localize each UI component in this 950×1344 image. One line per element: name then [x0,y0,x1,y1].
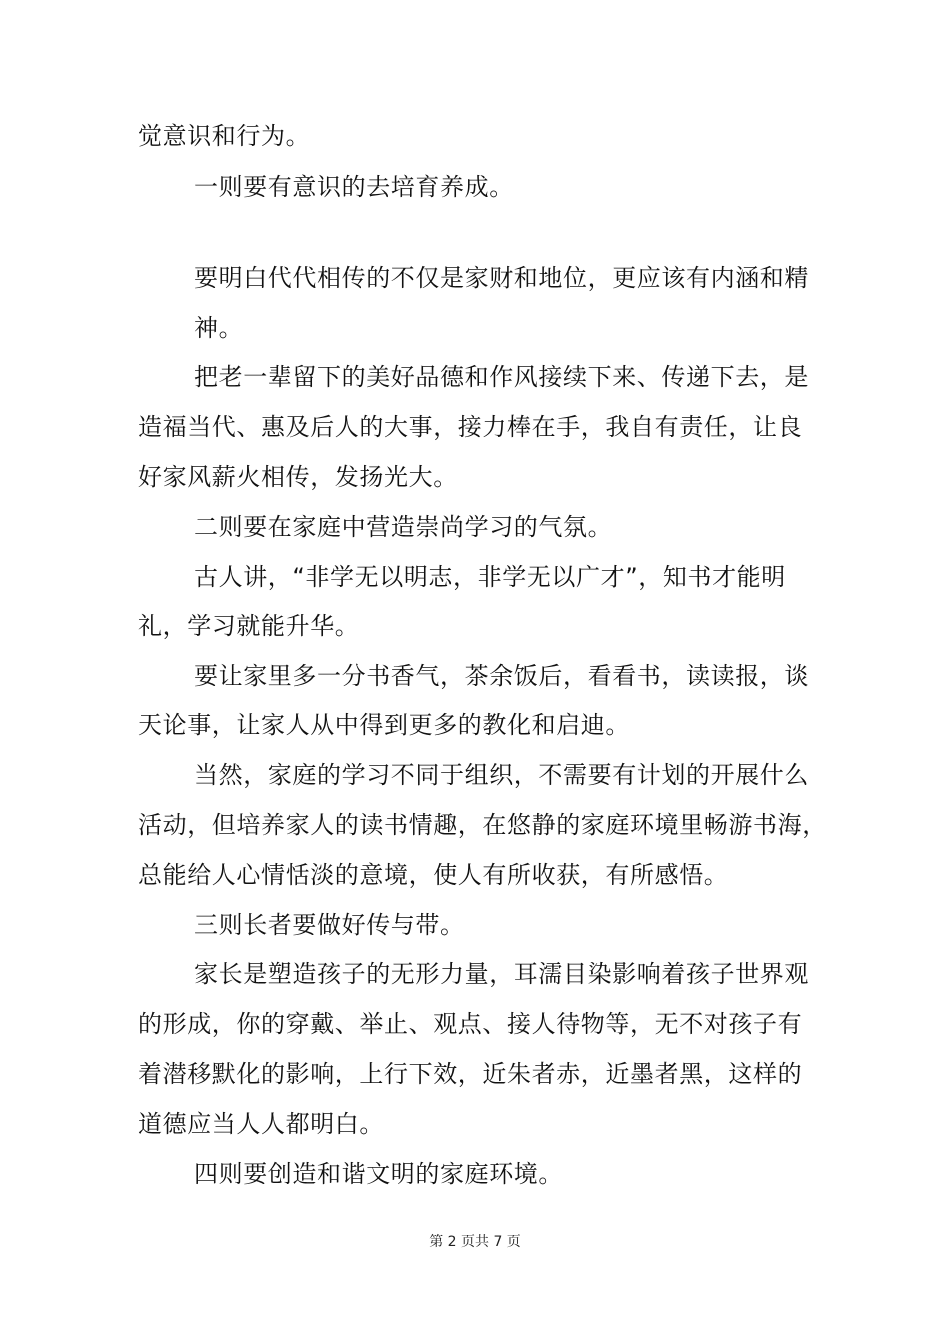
text-line: 造福当代、惠及后人的大事，接力棒在手，我自有责任，让良 [138,413,803,441]
text-line: 四则要创造和谐文明的家庭环境。 [194,1160,563,1188]
text-line: 活动，但培养家人的读书情趣，在悠静的家庭环境里畅游书海， [138,811,827,839]
text-line: 着潜移默化的影响，上行下效，近朱者赤，近墨者黑，这样的 [138,1060,803,1088]
text-line: 一则要有意识的去培育养成。 [194,173,514,201]
text-line: 神。 [194,314,244,342]
text-line: 好家风薪火相传，发扬光大。 [138,463,458,491]
text-line: 道德应当人人都明白。 [138,1110,384,1138]
text-line: 当然，家庭的学习不同于组织，不需要有计划的开展什么 [194,761,809,789]
text-line: 天论事，让家人从中得到更多的教化和启迪。 [138,711,630,739]
text-line: 的形成，你的穿戴、举止、观点、接人待物等，无不对孩子有 [138,1010,803,1038]
text-line: 总能给人心情恬淡的意境，使人有所收获，有所感悟。 [138,861,729,889]
text-line: 三则长者要做好传与带。 [194,911,465,939]
text-line: 古人讲，“非学无以明志，非学无以广才”，知书才能明 [194,563,786,591]
text-line: 礼，学习就能升华。 [138,612,360,640]
text-line: 家长是塑造孩子的无形力量，耳濡目染影响着孩子世界观 [194,960,809,988]
text-line: 二则要在家庭中营造崇尚学习的气氛。 [194,513,613,541]
text-line: 觉意识和行为。 [138,122,311,150]
page-number-footer: 第 2 页共 7 页 [429,1234,521,1250]
text-line: 要让家里多一分书香气，茶余饭后，看看书，读读报，谈 [194,662,809,690]
text-line: 把老一辈留下的美好品德和作风接续下来、传递下去，是 [194,363,809,391]
text-line: 要明白代代相传的不仅是家财和地位，更应该有内涵和精 [194,264,809,292]
